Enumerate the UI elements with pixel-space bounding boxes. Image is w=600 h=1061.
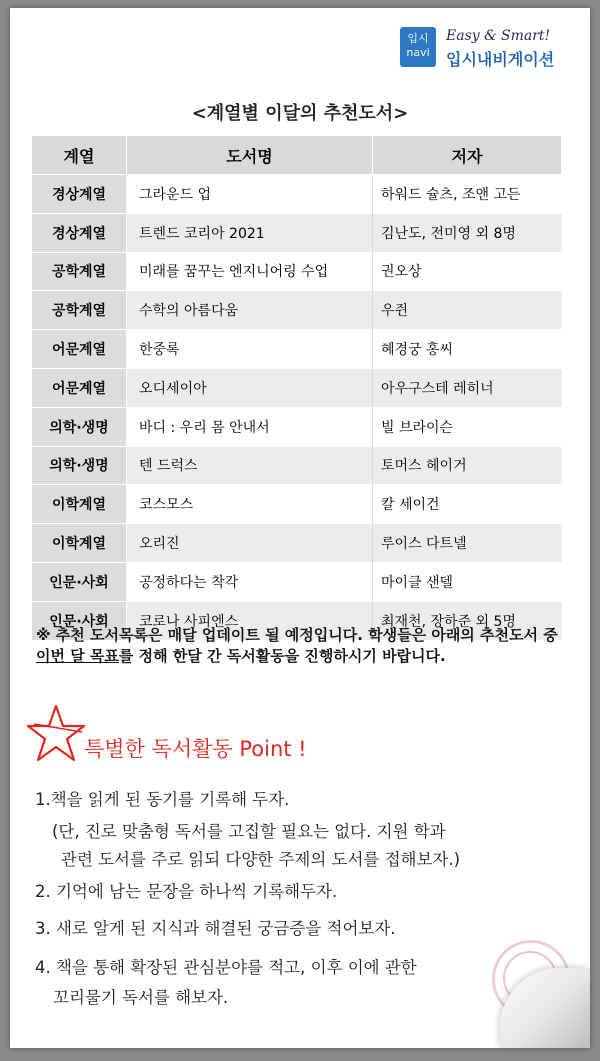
tip-1-note-line2: 관련 도서를 주로 읽되 다양한 주제의 도서를 접해보자.) bbox=[61, 850, 461, 869]
category-cell: 어문계열 bbox=[32, 368, 127, 407]
category-cell: 의학·생명 bbox=[32, 407, 127, 446]
author-cell: 아우구스테 레히너 bbox=[373, 368, 562, 407]
star-icon bbox=[24, 702, 88, 764]
notice-underlined: 이번 달 목표 bbox=[36, 647, 119, 665]
author-cell: 마이클 샌델 bbox=[373, 562, 562, 601]
logo-tagline: Easy & Smart! bbox=[446, 28, 551, 44]
notice-text bbox=[36, 625, 566, 667]
author-cell: 김난도, 전미영 외 8명 bbox=[373, 213, 562, 252]
table-header-row bbox=[32, 136, 562, 175]
logo-badge-line2: navi bbox=[406, 46, 430, 59]
category-cell: 경상계열 bbox=[32, 175, 127, 214]
author-cell: 빌 브라이슨 bbox=[373, 407, 562, 446]
category-cell: 인문·사회 bbox=[32, 601, 127, 639]
book-cell: 코스모스 bbox=[127, 485, 373, 524]
logo-badge-line1: 입시 bbox=[407, 32, 429, 45]
header-author: 저자 bbox=[373, 136, 562, 175]
book-cell: 오리진 bbox=[127, 524, 373, 563]
book-cell: 미래를 꿈꾸는 엔지니어링 수업 bbox=[127, 252, 373, 291]
logo-name: 입시내비게이션 bbox=[446, 50, 555, 69]
category-cell: 인문·사회 bbox=[32, 562, 127, 601]
category-cell: 이학계열 bbox=[32, 485, 127, 524]
book-cell: 한중록 bbox=[127, 330, 373, 369]
author-cell: 칼 세이건 bbox=[373, 485, 562, 524]
book-cell: 텐 드럭스 bbox=[127, 446, 373, 485]
table-row bbox=[32, 252, 562, 291]
table-row bbox=[32, 175, 562, 214]
table-row bbox=[32, 407, 562, 446]
special-heading: 특별한 독서활동 Point ! bbox=[84, 737, 307, 761]
category-cell: 경상계열 bbox=[32, 213, 127, 252]
table-row bbox=[32, 485, 562, 524]
page-title: <계열별 이달의 추천도서> bbox=[191, 103, 409, 124]
category-cell: 의학·생명 bbox=[32, 446, 127, 485]
notice-part2: 를 정해 한달 간 독서활동을 진행하시기 바랍니다. bbox=[118, 647, 446, 665]
header-book: 도서명 bbox=[127, 136, 373, 175]
table-row bbox=[32, 213, 562, 252]
notice-part1: ※ 추천 도서목록은 매달 업데이트 될 예정입니다. 학생들은 아래의 추천도서 중 bbox=[36, 626, 558, 644]
recommended-books-table bbox=[32, 136, 562, 640]
tip-1: 1.책을 읽게 된 동기를 기록해 두자. bbox=[35, 790, 290, 809]
table-row bbox=[32, 368, 562, 407]
tip-1-note-line1: (단, 진로 맞춤형 독서를 고집할 필요는 없다. 지원 학과 bbox=[52, 822, 446, 841]
category-cell: 어문계열 bbox=[32, 330, 127, 369]
book-cell: 오디세이아 bbox=[127, 368, 373, 407]
category-cell: 공학계열 bbox=[32, 291, 127, 330]
book-cell: 코로나 사피엔스 bbox=[127, 601, 373, 639]
author-cell: 우쥔 bbox=[373, 291, 562, 330]
book-cell: 수학의 아름다움 bbox=[127, 291, 373, 330]
logo-badge bbox=[400, 27, 436, 67]
tip-2: 2. 기억에 남는 문장을 하나씩 기록해두자. bbox=[35, 882, 338, 901]
tip-4: 4. 책을 통해 확장된 관심분야를 적고, 이후 이에 관한 bbox=[35, 958, 417, 977]
author-cell: 권오상 bbox=[373, 252, 562, 291]
author-cell: 하워드 슐츠, 조앤 고든 bbox=[373, 175, 562, 214]
category-cell: 이학계열 bbox=[32, 524, 127, 563]
author-cell: 혜경궁 홍씨 bbox=[373, 330, 562, 369]
table-row bbox=[32, 524, 562, 563]
book-cell: 바디 : 우리 몸 안내서 bbox=[127, 407, 373, 446]
table-row bbox=[32, 446, 562, 485]
author-cell: 토머스 헤이거 bbox=[373, 446, 562, 485]
header-category: 계열 bbox=[32, 136, 127, 175]
tip-4-line2: 꼬리물기 독서를 해보자. bbox=[53, 988, 229, 1007]
author-cell: 루이스 다트넬 bbox=[373, 524, 562, 563]
table-row bbox=[32, 562, 562, 601]
brand-logo[interactable] bbox=[400, 27, 590, 72]
table-row bbox=[32, 330, 562, 369]
book-cell: 공정하다는 착각 bbox=[127, 562, 373, 601]
table-row bbox=[32, 291, 562, 330]
book-cell: 트렌드 코리아 2021 bbox=[127, 213, 373, 252]
book-cell: 그라운드 업 bbox=[127, 175, 373, 214]
author-cell: 최재천, 장하준 외 5명 bbox=[373, 601, 562, 639]
category-cell: 공학계열 bbox=[32, 252, 127, 291]
tip-3: 3. 새로 알게 된 지식과 해결된 궁금증을 적어보자. bbox=[35, 919, 396, 938]
